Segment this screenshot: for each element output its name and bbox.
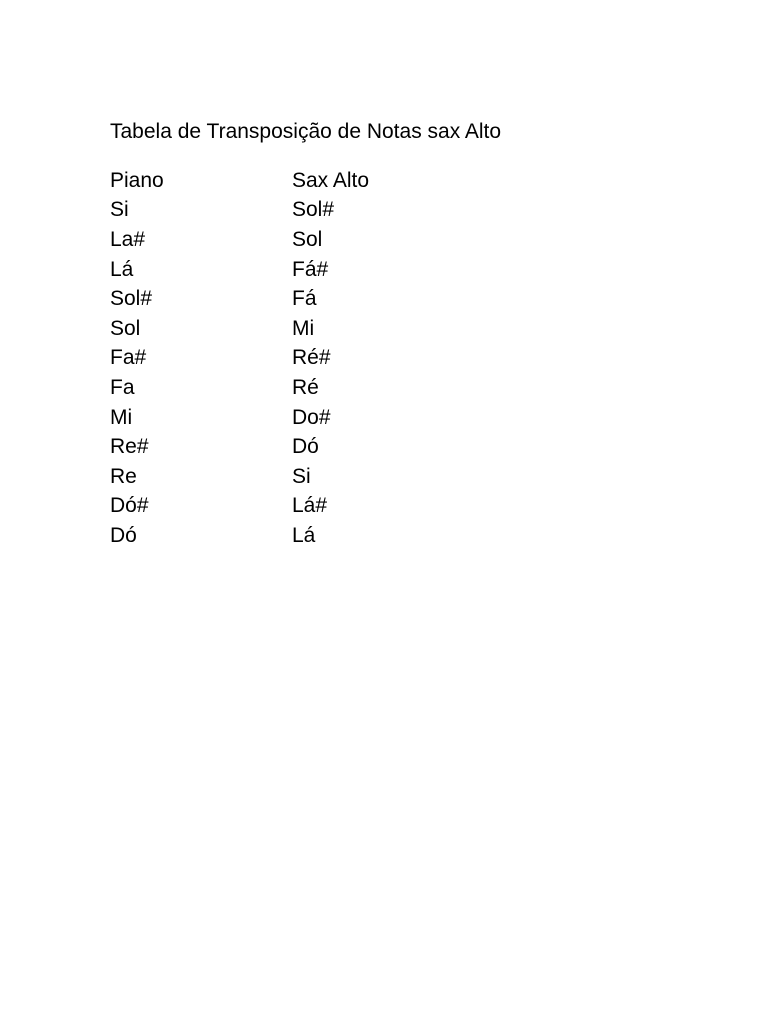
cell-piano-note: Sol# bbox=[110, 287, 153, 311]
cell-sax-note: Dó bbox=[292, 435, 319, 459]
cell-sax-note: Lá# bbox=[292, 494, 328, 518]
page-title: Tabela de Transposição de Notas sax Alto bbox=[110, 120, 502, 143]
cell-sax-note: Ré bbox=[292, 375, 319, 399]
table-row bbox=[110, 255, 492, 285]
cell-piano-note: Sol bbox=[110, 316, 141, 340]
table-row bbox=[110, 284, 492, 314]
cell-piano-note: Lá bbox=[110, 257, 134, 281]
table-row bbox=[110, 225, 492, 255]
table-row bbox=[110, 432, 492, 462]
table-row bbox=[110, 492, 492, 522]
transposition-table bbox=[110, 166, 492, 551]
cell-sax-note: Mi bbox=[292, 316, 315, 340]
table-row bbox=[110, 403, 492, 433]
cell-piano-note: La# bbox=[110, 227, 146, 251]
table-row bbox=[110, 521, 492, 551]
table-row bbox=[110, 373, 492, 403]
cell-piano-note: Dó# bbox=[110, 494, 149, 518]
cell-sax-note: Sol# bbox=[292, 198, 335, 222]
cell-piano-note: Si bbox=[110, 198, 129, 222]
header-sax-alto: Sax Alto bbox=[292, 168, 370, 192]
cell-piano-note: Re# bbox=[110, 435, 149, 459]
cell-sax-note: Fá bbox=[292, 287, 317, 311]
cell-piano-note: Fa bbox=[110, 375, 135, 399]
header-piano: Piano bbox=[110, 168, 164, 192]
cell-sax-note: Si bbox=[292, 464, 311, 488]
cell-sax-note: Lá bbox=[292, 523, 316, 547]
table-body bbox=[110, 196, 492, 551]
table-row bbox=[110, 314, 492, 344]
table-row bbox=[110, 462, 492, 492]
cell-piano-note: Re bbox=[110, 464, 137, 488]
cell-sax-note: Do# bbox=[292, 405, 331, 429]
table-row bbox=[110, 196, 492, 226]
cell-sax-note: Sol bbox=[292, 227, 323, 251]
cell-sax-note: Fá# bbox=[292, 257, 329, 281]
table-row bbox=[110, 344, 492, 374]
cell-sax-note: Ré# bbox=[292, 346, 331, 370]
table-header-row bbox=[110, 166, 492, 196]
cell-piano-note: Dó bbox=[110, 523, 137, 547]
cell-piano-note: Mi bbox=[110, 405, 133, 429]
cell-piano-note: Fa# bbox=[110, 346, 147, 370]
